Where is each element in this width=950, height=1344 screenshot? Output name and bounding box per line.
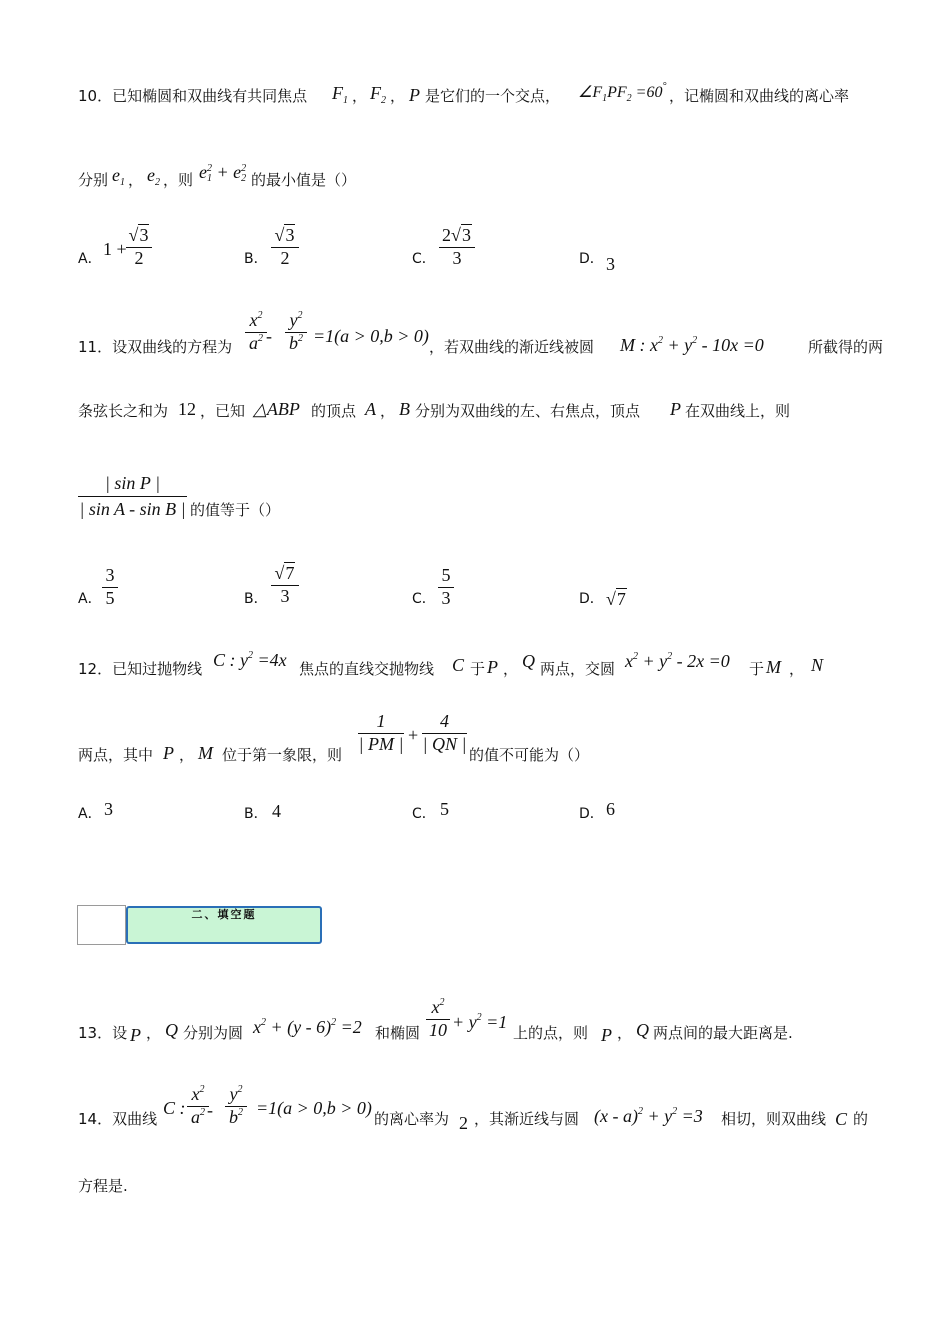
q10-text-1: 10．已知椭圆和双曲线有共同焦点 [78, 87, 308, 105]
q12-text-8: 的值不可能为（） [469, 746, 590, 764]
q13-comma: ， [617, 1024, 633, 1042]
q10-expression: e 2 1 + e 2 2 [199, 162, 247, 184]
q10-F2: $F_2$ [370, 83, 386, 106]
q13-text-1: 13．设 [78, 1024, 128, 1042]
q14-C: C [835, 1109, 848, 1129]
q12-option-a-label: A． [78, 806, 102, 822]
q13-P: P [130, 1025, 141, 1045]
q10-comma: ， [128, 171, 144, 189]
q12-M: M [766, 657, 781, 677]
q10-text-6: 的最小值是（） [251, 171, 357, 189]
q11-triangle: △ABP [253, 399, 300, 419]
q10-option-c-label: C． [412, 251, 436, 267]
q11-option-c-label: C． [412, 591, 436, 607]
q10-option-d-label: D． [579, 251, 604, 267]
section-header-banner [126, 906, 322, 944]
q13-text-3: 和椭圆 [375, 1024, 421, 1042]
q12-text-7: 位于第一象限，则 [222, 746, 343, 764]
q12-comma: ， [179, 746, 195, 764]
q11-text-9: 的值等于（） [190, 501, 281, 519]
q14-text-4: 相切，则双曲线 [721, 1110, 827, 1128]
q14-fraction-x: $x^2$ $a^2$ [187, 1085, 209, 1127]
q11-text-1: 11．设双曲线的方程为 [78, 338, 233, 356]
q11-option-a-label: A． [78, 591, 102, 607]
q12-option-b-label: B． [244, 806, 268, 822]
q13-P: P [601, 1025, 612, 1045]
q12-comma: ， [503, 660, 519, 678]
q12-parabola: C : $y^2 =4x$ [213, 650, 287, 670]
q11-fraction-y: $y^2$ $b^2$ [285, 311, 307, 353]
q12-P: P [487, 657, 498, 677]
q14-text-2: 的离心率为 [374, 1110, 450, 1128]
q12-option-c-label: C． [412, 806, 436, 822]
q11-text-6: 的顶点 [311, 402, 357, 420]
q10-F1: $F_1$ [332, 83, 348, 106]
q14-fraction-y: $y^2$ $b^2$ [225, 1085, 247, 1127]
q10-P: P [409, 85, 420, 105]
q12-text-5: 于 [749, 660, 765, 678]
q11-minus: - [266, 326, 272, 346]
q11-text-4: 条弦长之和为 [78, 402, 169, 420]
q11-A: A [365, 399, 376, 419]
q11-twelve: 12 [178, 399, 196, 419]
q10-option-c-fraction: 2√3 3 [439, 226, 475, 268]
q12-text-4: 两点，交圆 [540, 660, 616, 678]
section-header-fill-in [77, 905, 322, 945]
q11-option-a-fraction: 3 5 [102, 566, 118, 608]
q12-fraction-2: 4 | QN | [422, 711, 467, 754]
q12-N: N [811, 655, 824, 675]
q11-option-b-label: B． [244, 591, 268, 607]
q12-text-1: 12．已知过抛物线 [78, 660, 203, 678]
q11-option-b-fraction: √7 3 [271, 564, 299, 606]
q10-option-a-fraction: √3 2 [126, 226, 152, 268]
q10-text-2: 是它们的一个交点， [425, 87, 561, 105]
q12-circle: $x^2 + y^2 - 2x =0$ [625, 651, 730, 671]
q12-text-2: 焦点的直线交抛物线 [299, 660, 435, 678]
q12-option-c-value: 5 [440, 799, 449, 819]
q11-big-fraction: | sin P | | sin A - sin B | [79, 473, 186, 519]
q10-comma: ， [390, 87, 406, 105]
section-title: 二、填空题 [191, 908, 257, 921]
q10-text-3: ，记椭圆和双曲线的离心率 [669, 87, 850, 105]
q11-text-2: ，若双曲线的渐近线被圆 [429, 338, 595, 356]
q14-text-1: 14．双曲线 [78, 1110, 158, 1128]
q11-text-8: 在双曲线上，则 [685, 402, 791, 420]
q13-comma: ， [146, 1024, 162, 1042]
q10-option-d-value: 3 [606, 254, 615, 274]
q13-circle: $x^2 + (y - 6)^2 =2$ [253, 1017, 362, 1037]
q10-text-5: ，则 [163, 171, 194, 189]
q14-minus: - [207, 1100, 213, 1120]
q13-ellipse-fraction: $x^2$ 10 [426, 998, 450, 1040]
q10-comma: ， [352, 87, 368, 105]
q10-angle: $\angle F_1PF_2 =60^\circ$ [578, 81, 667, 104]
q12-comma: ， [789, 660, 805, 678]
q12-text-3: 于 [470, 660, 486, 678]
q11-fraction-x: $x^2$ $a^2$ [245, 311, 267, 353]
q11-B: B [399, 399, 410, 419]
q11-option-d-value: √7 [606, 589, 626, 609]
q11-text-7: 分别为双曲线的左、右焦点，顶点 [415, 402, 641, 420]
q12-M: M [198, 743, 213, 763]
q12-P: P [163, 743, 174, 763]
q10-option-a-int: 1 + [103, 239, 127, 259]
q11-P: P [670, 399, 681, 419]
q10-e1: $e_1$ [112, 165, 125, 188]
q10-e2: $e_2$ [147, 165, 160, 188]
q12-option-b-value: 4 [272, 801, 281, 821]
q13-Q: Q [165, 1020, 178, 1040]
q14-text-6: 方程是. [78, 1177, 128, 1195]
q11-comma: ， [380, 402, 396, 420]
q14-circle: $(x - a)^2 + y^2 =3$ [594, 1106, 703, 1126]
q13-ellipse-rest: + $y^2 =1$ [452, 1012, 508, 1032]
q14-C: C : [163, 1098, 186, 1118]
q11-option-d-label: D． [579, 591, 604, 607]
q10-option-b-fraction: √3 2 [271, 226, 299, 268]
q11-circle: M : $x^2 + y^2 - 10x =0$ [620, 335, 764, 355]
q13-Q: Q [636, 1020, 649, 1040]
q11-text-3: 所截得的两 [808, 338, 884, 356]
q12-Q: Q [522, 651, 535, 671]
q12-C: C [452, 655, 465, 675]
q13-text-5: 两点间的最大距离是. [653, 1024, 793, 1042]
q14-two: 2 [459, 1113, 468, 1133]
q11-condition: =1(a > 0,b > 0) [313, 326, 429, 346]
q14-text-5: 的 [853, 1110, 869, 1128]
q13-text-4: 上的点，则 [513, 1024, 589, 1042]
q14-condition: =1(a > 0,b > 0) [256, 1098, 372, 1118]
q10-option-b-label: B． [244, 251, 268, 267]
q12-option-d-label: D． [579, 806, 604, 822]
q10-text-4: 分别 [78, 171, 109, 189]
section-header-blank-box [77, 905, 126, 945]
q14-text-3: ，其渐近线与圆 [474, 1110, 580, 1128]
q11-option-c-fraction: 5 3 [438, 566, 454, 608]
q10-option-a-label: A． [78, 251, 102, 267]
q12-text-6: 两点，其中 [78, 746, 154, 764]
q12-option-a-value: 3 [104, 799, 113, 819]
q12-plus: + [408, 725, 419, 745]
q12-fraction-1: 1 | PM | [358, 711, 404, 754]
q12-option-d-value: 6 [606, 799, 615, 819]
q13-text-2: 分别为圆 [183, 1024, 244, 1042]
q11-text-5: ，已知 [200, 402, 246, 420]
